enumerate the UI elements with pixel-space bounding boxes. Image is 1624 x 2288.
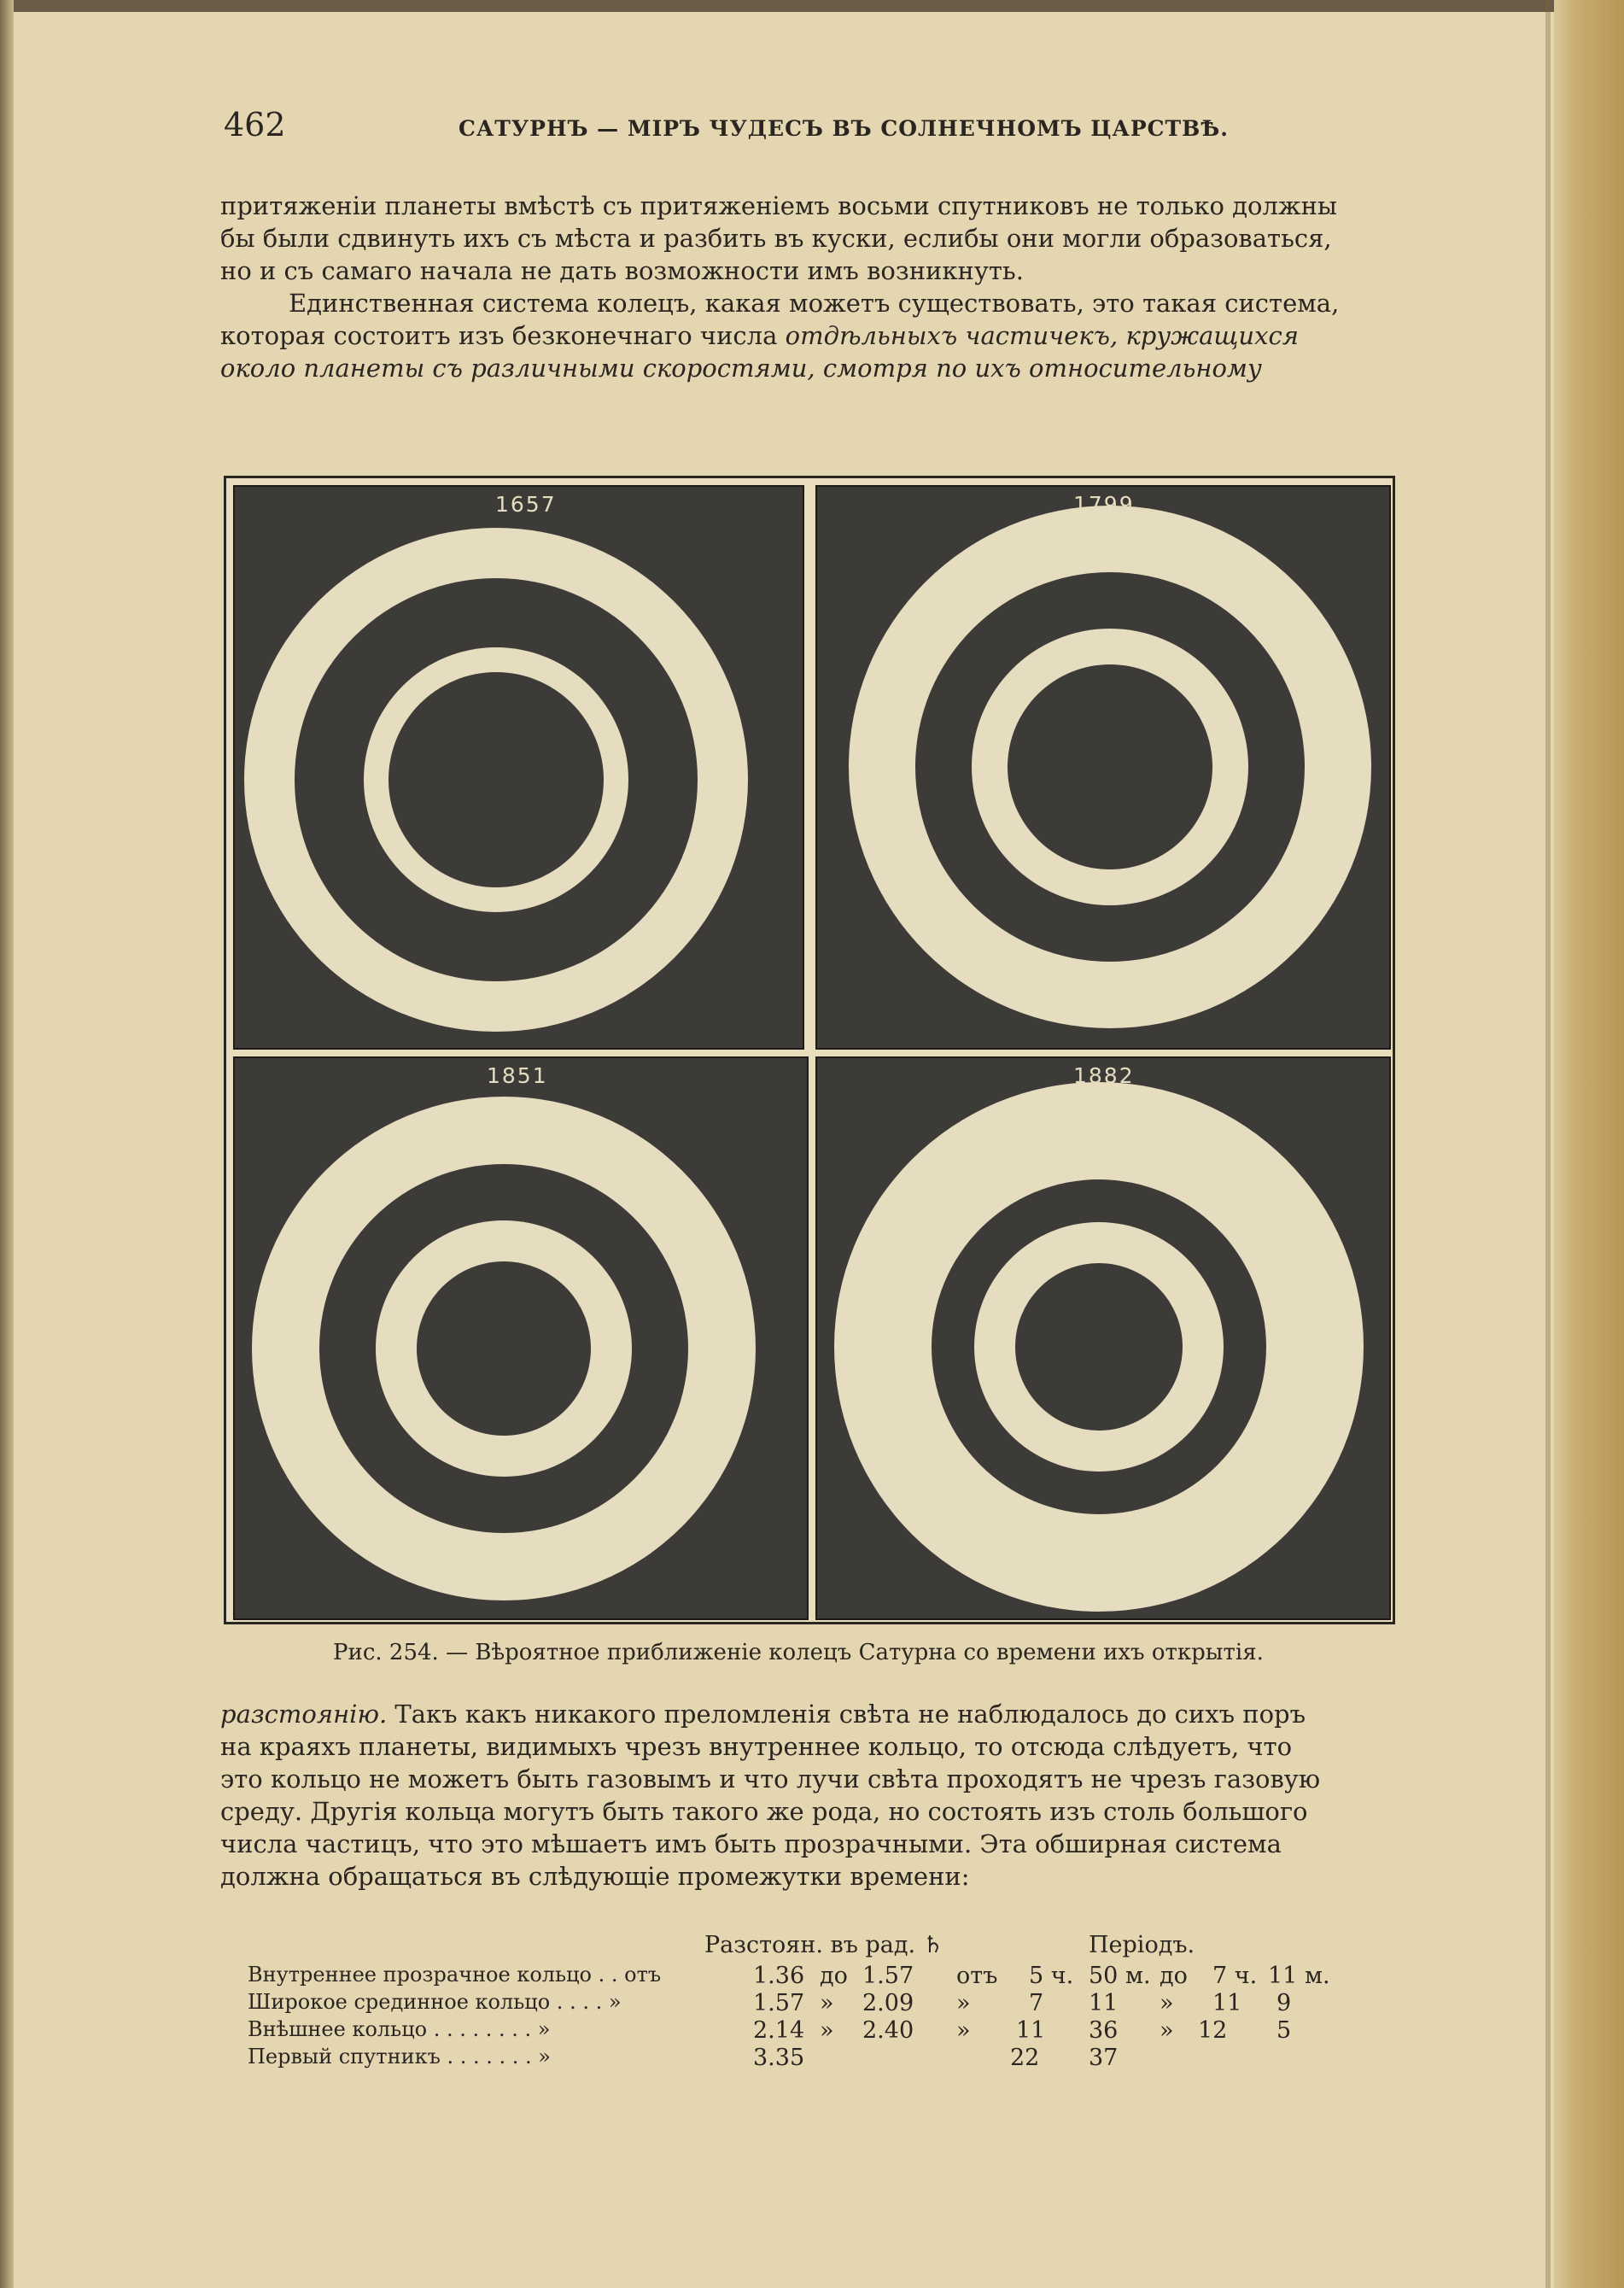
paragraph-1-line: бы были сдвинуть ихъ съ мѣста и разбить въ куски, еслибы они могли образоваться, — [220, 224, 1332, 253]
row-period-hours-to: 7 ч. — [1212, 1963, 1258, 1989]
paragraph-1-line: но и съ самаго начала не дать возможности имъ возникнуть. — [220, 256, 1024, 285]
row-period-from-word: » — [956, 2017, 971, 2044]
row-period-minutes: 11 — [1089, 1990, 1119, 2016]
ring-panel-1882 — [815, 1056, 1391, 1620]
panel-year-label: 1882 — [1073, 1063, 1135, 1088]
paragraph-3-emphasis: разстоянію. — [220, 1700, 388, 1729]
scan-edge-left — [0, 0, 14, 2288]
ring-diagram-1657 — [235, 487, 804, 1050]
ring-diagram-1851 — [235, 1058, 809, 1620]
paragraph-3-line: числа частицъ, что это мѣшаетъ имъ быть прозрачными. Эта обширная система — [220, 1829, 1282, 1858]
paragraph-3 — [220, 1698, 1424, 1893]
paragraph-2-line — [220, 319, 1424, 352]
paragraph-2-line: Единственная система колецъ, какая можетъ существовать, это такая система, — [289, 289, 1340, 318]
paragraph-2-text: которая состоитъ изъ безконечнаго числа — [220, 321, 786, 350]
ring-panel-1799 — [815, 485, 1391, 1050]
panel-year-label: 1851 — [487, 1063, 548, 1088]
row-distance-to: 2.40 — [862, 2017, 914, 2044]
row-distance-to-word: » — [820, 1990, 834, 2016]
ring-diagram-1799 — [817, 487, 1391, 1050]
row-distance-from: 3.35 — [753, 2045, 805, 2071]
row-distance-to-word: » — [820, 2017, 834, 2044]
row-distance-to: 1.57 — [862, 1963, 914, 1989]
paragraph-2-line — [220, 352, 1424, 384]
row-period-minutes: 50 м. — [1089, 1963, 1151, 1989]
figure-saturn-rings — [224, 476, 1395, 1624]
paragraph-2-emphasis: около планеты съ различными скоростями, смотря по ихъ относительному — [220, 354, 1262, 383]
row-name: Внѣшнее кольцо . . . . . . . . » — [248, 2017, 551, 2041]
paragraph-3-line: должна обращаться въ слѣдующіе промежутки времени: — [220, 1862, 970, 1891]
paragraph-1 — [220, 190, 1424, 287]
row-period-minutes-to: 5 — [1276, 2017, 1292, 2044]
scan-edge-top — [0, 0, 1624, 12]
paragraph-3-line: на краяхъ планеты, видимыхъ чрезъ внутреннее кольцо, то отсюда слѣдуетъ, что — [220, 1732, 1293, 1761]
ring-diagram-1882 — [817, 1058, 1391, 1620]
row-distance-to: 2.09 — [862, 1990, 914, 2016]
row-period-hours: 7 — [1029, 1990, 1044, 2016]
row-name: Широкое срединное кольцо . . . . » — [248, 1990, 622, 2014]
paragraph-2-emphasis: отдѣльныхъ частичекъ, кружащихся — [785, 321, 1299, 350]
table-header-period: Періодъ. — [1089, 1932, 1195, 1958]
running-head: САТУРНЪ — МІРЪ ЧУДЕСЪ ВЪ СОЛНЕЧНОМЪ ЦАРСТВѢ. — [459, 116, 1229, 141]
paragraph-3-line: это кольцо не можетъ быть газовымъ и что лучи свѣта проходятъ не чрезъ газовую — [220, 1764, 1321, 1794]
row-period-hours: 11 — [1016, 2017, 1046, 2044]
row-name: Первый спутникъ . . . . . . . » — [248, 2045, 551, 2069]
ring-panel-1657 — [233, 485, 804, 1050]
row-period-hours-to: 11 — [1212, 1990, 1242, 2016]
paragraph-1-line: притяженіи планеты вмѣстѣ съ притяженіемъ восьми спутниковъ не только должны — [220, 191, 1337, 220]
row-period-from-word: » — [956, 1990, 971, 2016]
row-period-minutes: 36 — [1089, 2017, 1119, 2044]
row-period-to-word: до — [1160, 1963, 1188, 1989]
row-period-hours: 5 ч. — [1029, 1963, 1074, 1989]
paragraph-2 — [220, 287, 1424, 384]
panel-year-label: 1657 — [495, 492, 557, 517]
row-period-minutes-to: 9 — [1276, 1990, 1292, 2016]
figure-caption: Рис. 254. — Вѣроятное приближеніе колецъ Сатурна со времени ихъ открытія. — [333, 1640, 1264, 1665]
row-period-to-word: » — [1160, 2017, 1174, 2044]
panel-year-label: 1799 — [1073, 492, 1135, 517]
page-number: 462 — [224, 106, 286, 143]
row-period-from-word: отъ — [956, 1963, 998, 1989]
paragraph-3-text: Такъ какъ никакого преломленія свѣта не наблюдалось до сихъ поръ — [387, 1700, 1306, 1729]
ring-panel-1851 — [233, 1056, 809, 1620]
paragraph-3-line: среду. Другія кольца могутъ быть такого же рода, но состоять изъ столь большого — [220, 1797, 1308, 1826]
row-distance-from: 1.36 — [753, 1963, 805, 1989]
row-period-minutes-to: 11 м. — [1268, 1963, 1330, 1989]
row-distance-to-word: до — [820, 1963, 848, 1989]
paragraph-3-line — [220, 1698, 1424, 1730]
row-period-hours: 22 — [1010, 2045, 1040, 2071]
scan-edge-right — [1554, 0, 1624, 2288]
row-period-hours-to: 12 — [1198, 2017, 1228, 2044]
row-distance-from: 2.14 — [753, 2017, 805, 2044]
row-period-to-word: » — [1160, 1990, 1174, 2016]
page-fold-shadow — [1545, 0, 1551, 2288]
page-header — [224, 106, 1436, 157]
row-period-minutes: 37 — [1089, 2045, 1119, 2071]
row-distance-from: 1.57 — [753, 1990, 805, 2016]
table-header-distance: Разстоян. въ рад. ♄ — [704, 1932, 943, 1958]
row-name: Внутреннее прозрачное кольцо . . отъ — [248, 1963, 662, 1987]
